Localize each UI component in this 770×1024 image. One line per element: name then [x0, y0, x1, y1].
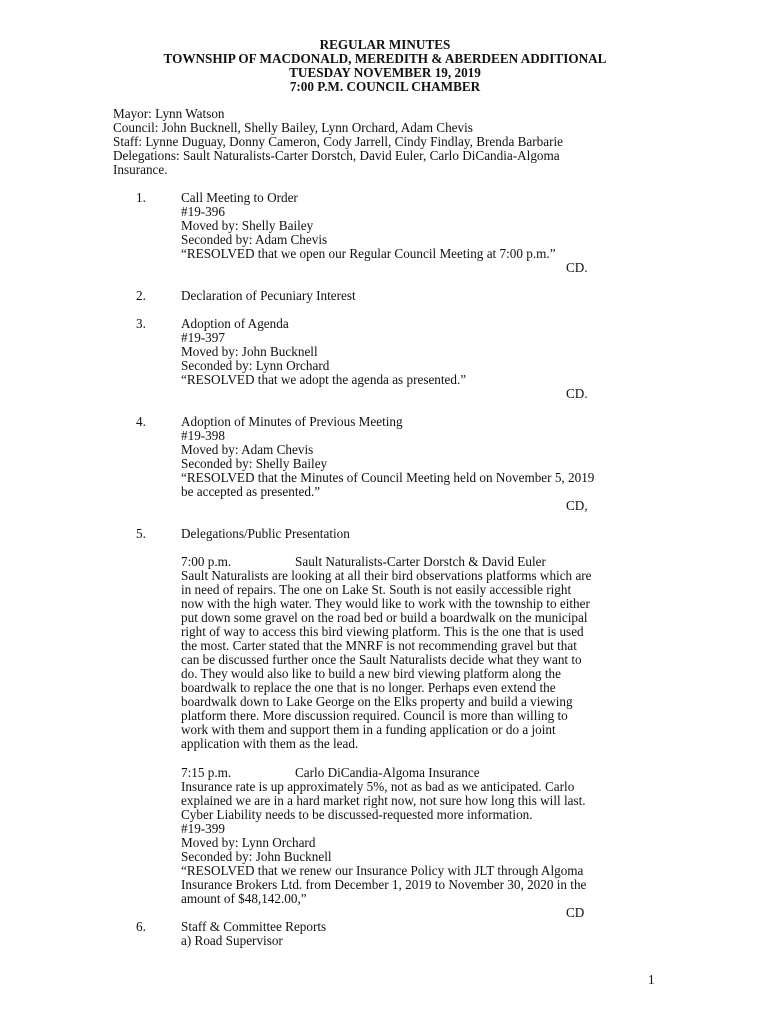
motion-number: #19-397: [181, 330, 225, 345]
council-line: Council: John Bucknell, Shelly Bailey, Lynn Orchard, Adam Chevis: [113, 120, 473, 135]
seconded-by: Seconded by: Lynn Orchard: [181, 358, 330, 373]
item-title: Declaration of Pecuniary Interest: [181, 288, 356, 303]
resolution-text-cont: be accepted as presented.”: [181, 484, 321, 499]
delegation-time: 7:00 p.m.: [181, 554, 232, 569]
motion-number: #19-398: [181, 428, 225, 443]
motion-result: CD: [566, 905, 585, 920]
delegations-line-cont: Insurance.: [113, 162, 168, 177]
item-title: Adoption of Minutes of Previous Meeting: [181, 414, 403, 429]
item-number: 1.: [136, 190, 146, 205]
delegation-naturalists: [181, 555, 661, 751]
seconded-by: Seconded by: Adam Chevis: [181, 232, 328, 247]
motion-result: CD,: [566, 498, 588, 513]
resolution-text-cont: amount of $48,142.00,”: [181, 891, 307, 906]
delegation-insurance: [181, 766, 661, 906]
motion-number: #19-396: [181, 204, 225, 219]
moved-by: Moved by: Adam Chevis: [181, 442, 314, 457]
delegations-line: Delegations: Sault Naturalists-Carter Dorstch, David Euler, Carlo DiCandia-Algoma: [113, 148, 560, 163]
item-title: Adoption of Agenda: [181, 316, 289, 331]
delegation-time: 7:15 p.m.: [181, 765, 232, 780]
meeting-date: TUESDAY NOVEMBER 19, 2019: [289, 65, 481, 80]
item-title: Call Meeting to Order: [181, 190, 298, 205]
staff-line: Staff: Lynne Duguay, Donny Cameron, Cody Jarrell, Cindy Findlay, Brenda Barbarie: [113, 134, 563, 149]
motion-result: CD.: [566, 386, 588, 401]
resolution-text: “RESOLVED that we renew our Insurance Policy with JLT through Algoma: [181, 863, 584, 878]
resolution-text: “RESOLVED that we open our Regular Council Meeting at 7:00 p.m.”: [181, 246, 556, 261]
moved-by: Moved by: Shelly Bailey: [181, 218, 314, 233]
page-number: 1: [648, 972, 655, 987]
paragraph-line: do. They would also like to build a new bird viewing platform along the: [181, 666, 561, 681]
attendance-block: [113, 107, 673, 177]
item-title: Staff & Committee Reports: [181, 919, 327, 934]
delegation-notes: [181, 569, 661, 751]
paragraph-line: can be discussed further once the Sault Naturalists decide what they want to: [181, 652, 582, 667]
paragraph-line: boardwalk to replace the one that is no longer. Perhaps even extend the: [181, 680, 556, 695]
seconded-by: Seconded by: Shelly Bailey: [181, 456, 328, 471]
paragraph-line: platform there. More discussion required. Council is more than willing to: [181, 708, 568, 723]
sub-item: a) Road Supervisor: [181, 933, 283, 948]
document-title: REGULAR MINUTES: [319, 37, 451, 52]
moved-by: Moved by: John Bucknell: [181, 344, 318, 359]
resolution-text: “RESOLVED that the Minutes of Council Meeting held on November 5, 2019: [181, 470, 595, 485]
paragraph-line: application with them as the lead.: [181, 736, 359, 751]
paragraph-line: work with them and support them in a funding application or do a joint: [181, 722, 556, 737]
seconded-by: Seconded by: John Bucknell: [181, 849, 332, 864]
resolution-text-cont: Insurance Brokers Ltd. from December 1, 2019 to November 30, 2020 in the: [181, 877, 587, 892]
paragraph-line: now with the high water. They would like to work with the township to either: [181, 596, 590, 611]
delegation-name: Carlo DiCandia-Algoma Insurance: [295, 765, 480, 780]
motion-number: #19-399: [181, 821, 225, 836]
meeting-time-location: 7:00 P.M. COUNCIL CHAMBER: [289, 79, 481, 94]
paragraph-line: Sault Naturalists are looking at all their bird observations platforms which are: [181, 568, 592, 583]
item-number: 3.: [136, 316, 146, 331]
paragraph-line: Cyber Liability needs to be discussed-requested more information.: [181, 807, 533, 822]
paragraph-line: in need of repairs. The one on Lake St. South is not easily accessible right: [181, 582, 572, 597]
paragraph-line: put down some gravel on the road bed or build a boardwalk on the municipal: [181, 610, 588, 625]
delegation-notes: [181, 780, 661, 906]
item-number: 5.: [136, 526, 146, 541]
paragraph-line: the most. Carter stated that the MNRF is not recommending gravel but that: [181, 638, 577, 653]
delegation-name: Sault Naturalists-Carter Dorstch & David Euler: [295, 554, 546, 569]
paragraph-line: Insurance rate is up approximately 5%, not as bad as we anticipated. Carlo: [181, 779, 575, 794]
mayor-line: Mayor: Lynn Watson: [113, 106, 225, 121]
minutes-header: [0, 38, 770, 94]
paragraph-line: right of way to access this bird viewing platform. This is the one that is used: [181, 624, 584, 639]
item-number: 6.: [136, 919, 146, 934]
moved-by: Moved by: Lynn Orchard: [181, 835, 316, 850]
item-title: Delegations/Public Presentation: [181, 526, 350, 541]
paragraph-line: explained we are in a hard market right now, not sure how long this will last.: [181, 793, 586, 808]
resolution-text: “RESOLVED that we adopt the agenda as presented.”: [181, 372, 467, 387]
motion-result: CD.: [566, 260, 588, 275]
item-number: 4.: [136, 414, 146, 429]
township-name: TOWNSHIP OF MACDONALD, MEREDITH & ABERDEEN ADDITIONAL: [163, 51, 607, 66]
paragraph-line: boardwalk down to Lake George on the Elks property and build a viewing: [181, 694, 573, 709]
item-number: 2.: [136, 288, 146, 303]
